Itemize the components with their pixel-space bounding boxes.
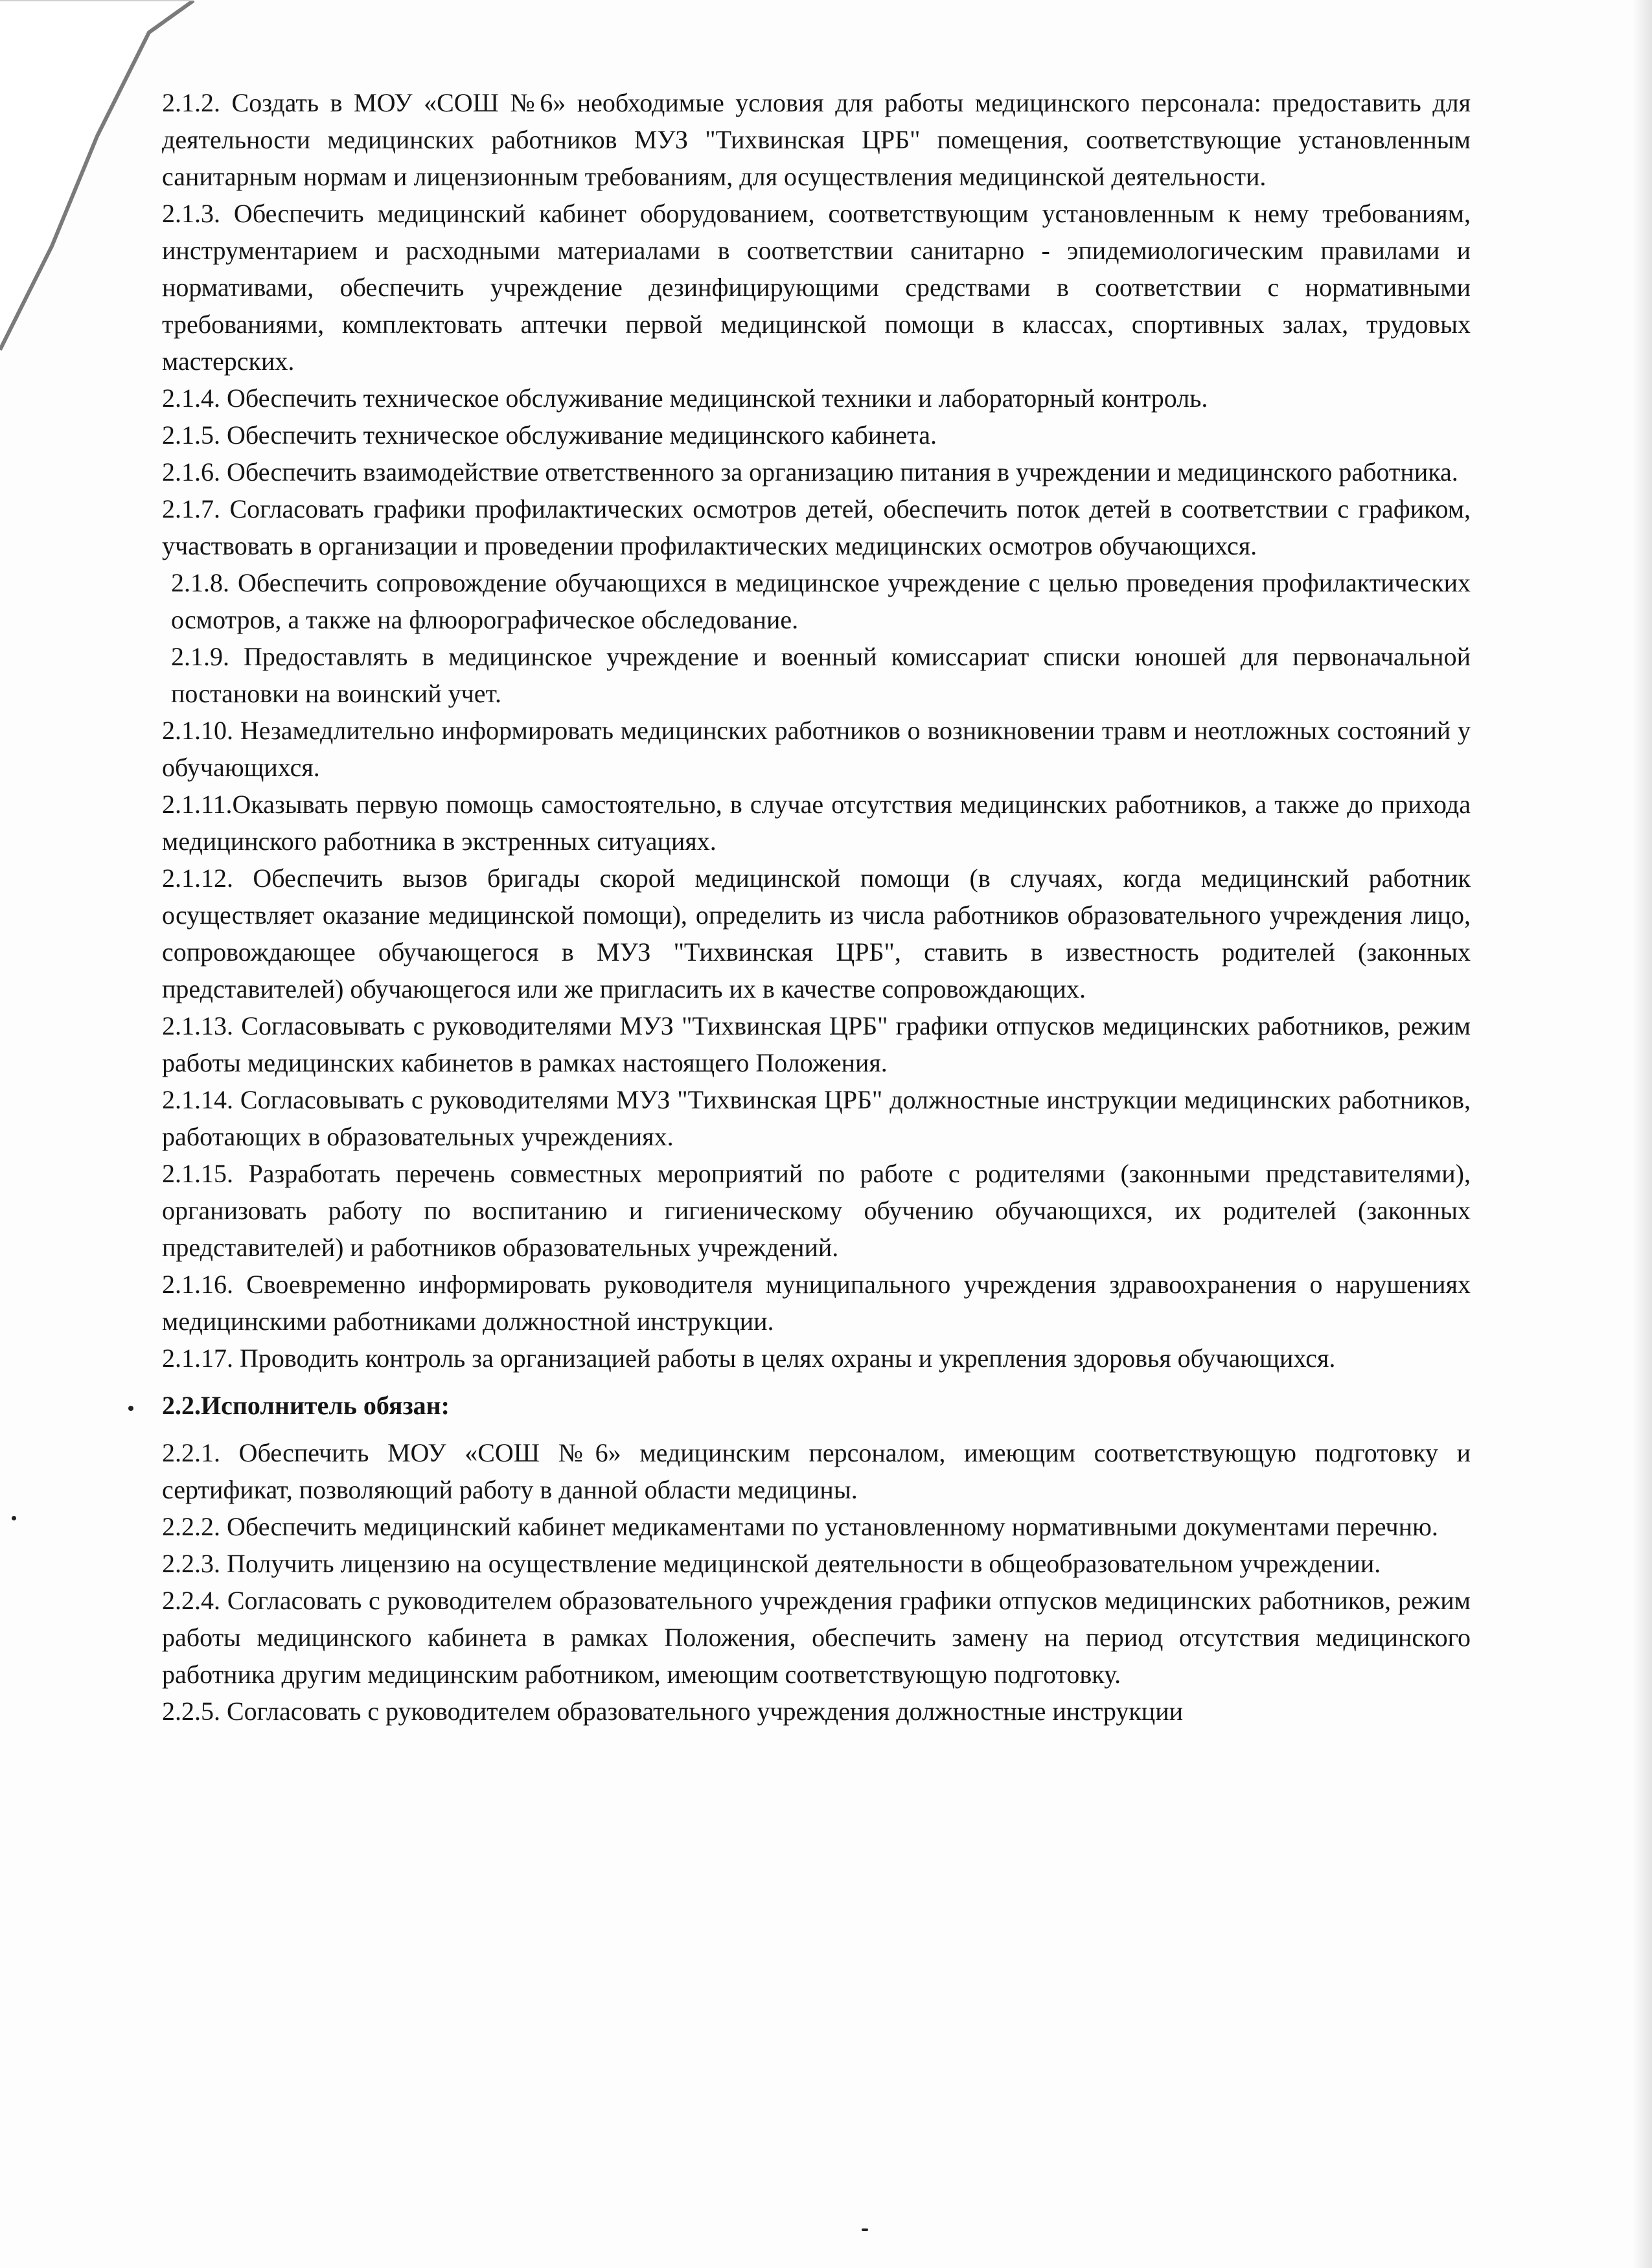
clause-2-1-6: 2.1.6. Обеспечить взаимодействие ответственного за организацию питания в учреждении и медицинского работника. <box>162 457 1458 487</box>
document-body <box>162 84 1471 1730</box>
clause-2-1-14: 2.1.14. Согласовывать с руководителями МУЗ "Тихвинская ЦРБ" должностные инструкции медицинских работников, работающих в образовательных учреждениях. <box>162 1085 1471 1151</box>
clause-2-1-5: 2.1.5. Обеспечить техническое обслуживание медицинского кабинета. <box>162 420 937 450</box>
clause-2-1-8: 2.1.8. Обеспечить сопровождение обучающихся в медицинское учреждение с целью проведения профилактических осмотров, а также на флюорографическое обследование. <box>171 568 1471 634</box>
clause-2-1-7: 2.1.7. Согласовать графики профилактических осмотров детей, обеспечить поток детей в соответствии с графиком, участвовать в организации и проведении профилактических медицинских осмотров обучающихся. <box>162 494 1471 560</box>
clause-2-2-2: 2.2.2. Обеспечить медицинский кабинет медикаментами по установленному нормативными документами перечню. <box>162 1512 1438 1541</box>
clause-2-1-11: 2.1.11.Оказывать первую помощь самостоятельно, в случае отсутствия медицинских работников, а также до прихода медицинского работника в экстренных ситуациях. <box>162 790 1471 856</box>
clause-2-2-5: 2.2.5. Согласовать с руководителем образовательного учреждения должностные инструкции <box>162 1697 1184 1726</box>
clause-2-1-10: 2.1.10. Незамедлительно информировать медицинских работников о возникновении травм и неотложных состояний у обучающихся. <box>162 716 1471 782</box>
scan-speck <box>12 1516 16 1520</box>
clause-2-1-4: 2.1.4. Обеспечить техническое обслуживание медицинской техники и лабораторный контроль. <box>162 384 1208 413</box>
clause-2-1-2: 2.1.2. Создать в МОУ «СОШ №6» необходимые условия для работы медицинского персонала: предоставить для деятельности медицинских работников МУЗ "Тихвинская ЦРБ" помещения, соответствующие установленным санитарным нормам и лицензионным требованиям, для осуществления медицинской деятельности. <box>162 88 1471 191</box>
clause-2-1-13: 2.1.13. Согласовывать с руководителями МУЗ "Тихвинская ЦРБ" графики отпусков медицинских работников, режим работы медицинских кабинетов в рамках настоящего Положения. <box>162 1011 1471 1077</box>
clause-2-1-9: 2.1.9. Предоставлять в медицинское учреждение и военный комиссариат списки юношей для первоначальной постановки на воинский учет. <box>171 642 1471 708</box>
scan-speck <box>128 1406 133 1411</box>
clause-2-1-16: 2.1.16. Своевременно информировать руководителя муниципального учреждения здравоохранения о нарушениях медицинскими работниками должностной инструкции. <box>162 1270 1471 1336</box>
clause-2-1-3: 2.1.3. Обеспечить медицинский кабинет оборудованием, соответствующим установленным к нему требованиям, инструментарием и расходными материалами в соответствии санитарно - эпидемиологическим правилами и нормативами, обеспечить учреждение дезинфицирующими средствами в соответствии с нормативными требованиями, комплектовать аптечки первой медицинской помощи в классах, спортивных залах, трудовых мастерских. <box>162 199 1471 376</box>
scan-shadow-right <box>1633 0 1652 2268</box>
clause-2-2-3: 2.2.3. Получить лицензию на осуществление медицинской деятельности в общеобразовательном учреждении. <box>162 1549 1381 1578</box>
clause-2-2-1: 2.2.1. Обеспечить МОУ «СОШ №6» медицинским персоналом, имеющим соответствующую подготовку и сертификат, позволяющий работу в данной области медицины. <box>162 1438 1471 1504</box>
clause-2-1-17: 2.1.17. Проводить контроль за организацией работы в целях охраны и укрепления здоровья обучающихся. <box>162 1344 1336 1373</box>
scan-speck <box>862 2228 868 2231</box>
clause-2-1-15: 2.1.15. Разработать перечень совместных мероприятий по работе с родителями (законными представителями), организовать работу по воспитанию и гигиеническому обучению обучающихся, их родителей (законных представителей) и работников образовательных учреждений. <box>162 1159 1471 1262</box>
clause-2-1-12: 2.1.12. Обеспечить вызов бригады скорой медицинской помощи (в случаях, когда медицинский работник осуществляет оказание медицинской помощи), определить из числа работников образовательного учреждения лицо, сопровождающее обучающегося в МУЗ "Тихвинская ЦРБ", ставить в известность родителей (законных представителей) обучающегося или же пригласить их в качестве сопровождающих. <box>162 864 1471 1003</box>
section-heading-2-2: 2.2.Исполнитель обязан: <box>162 1391 450 1420</box>
clause-2-2-4: 2.2.4. Согласовать с руководителем образовательного учреждения графики отпусков медицинских работников, режим работы медицинского кабинета в рамках Положения, обеспечить замену на период отсутствия медицинского работника другим медицинским работником, имеющим соответствующую подготовку. <box>162 1586 1471 1689</box>
